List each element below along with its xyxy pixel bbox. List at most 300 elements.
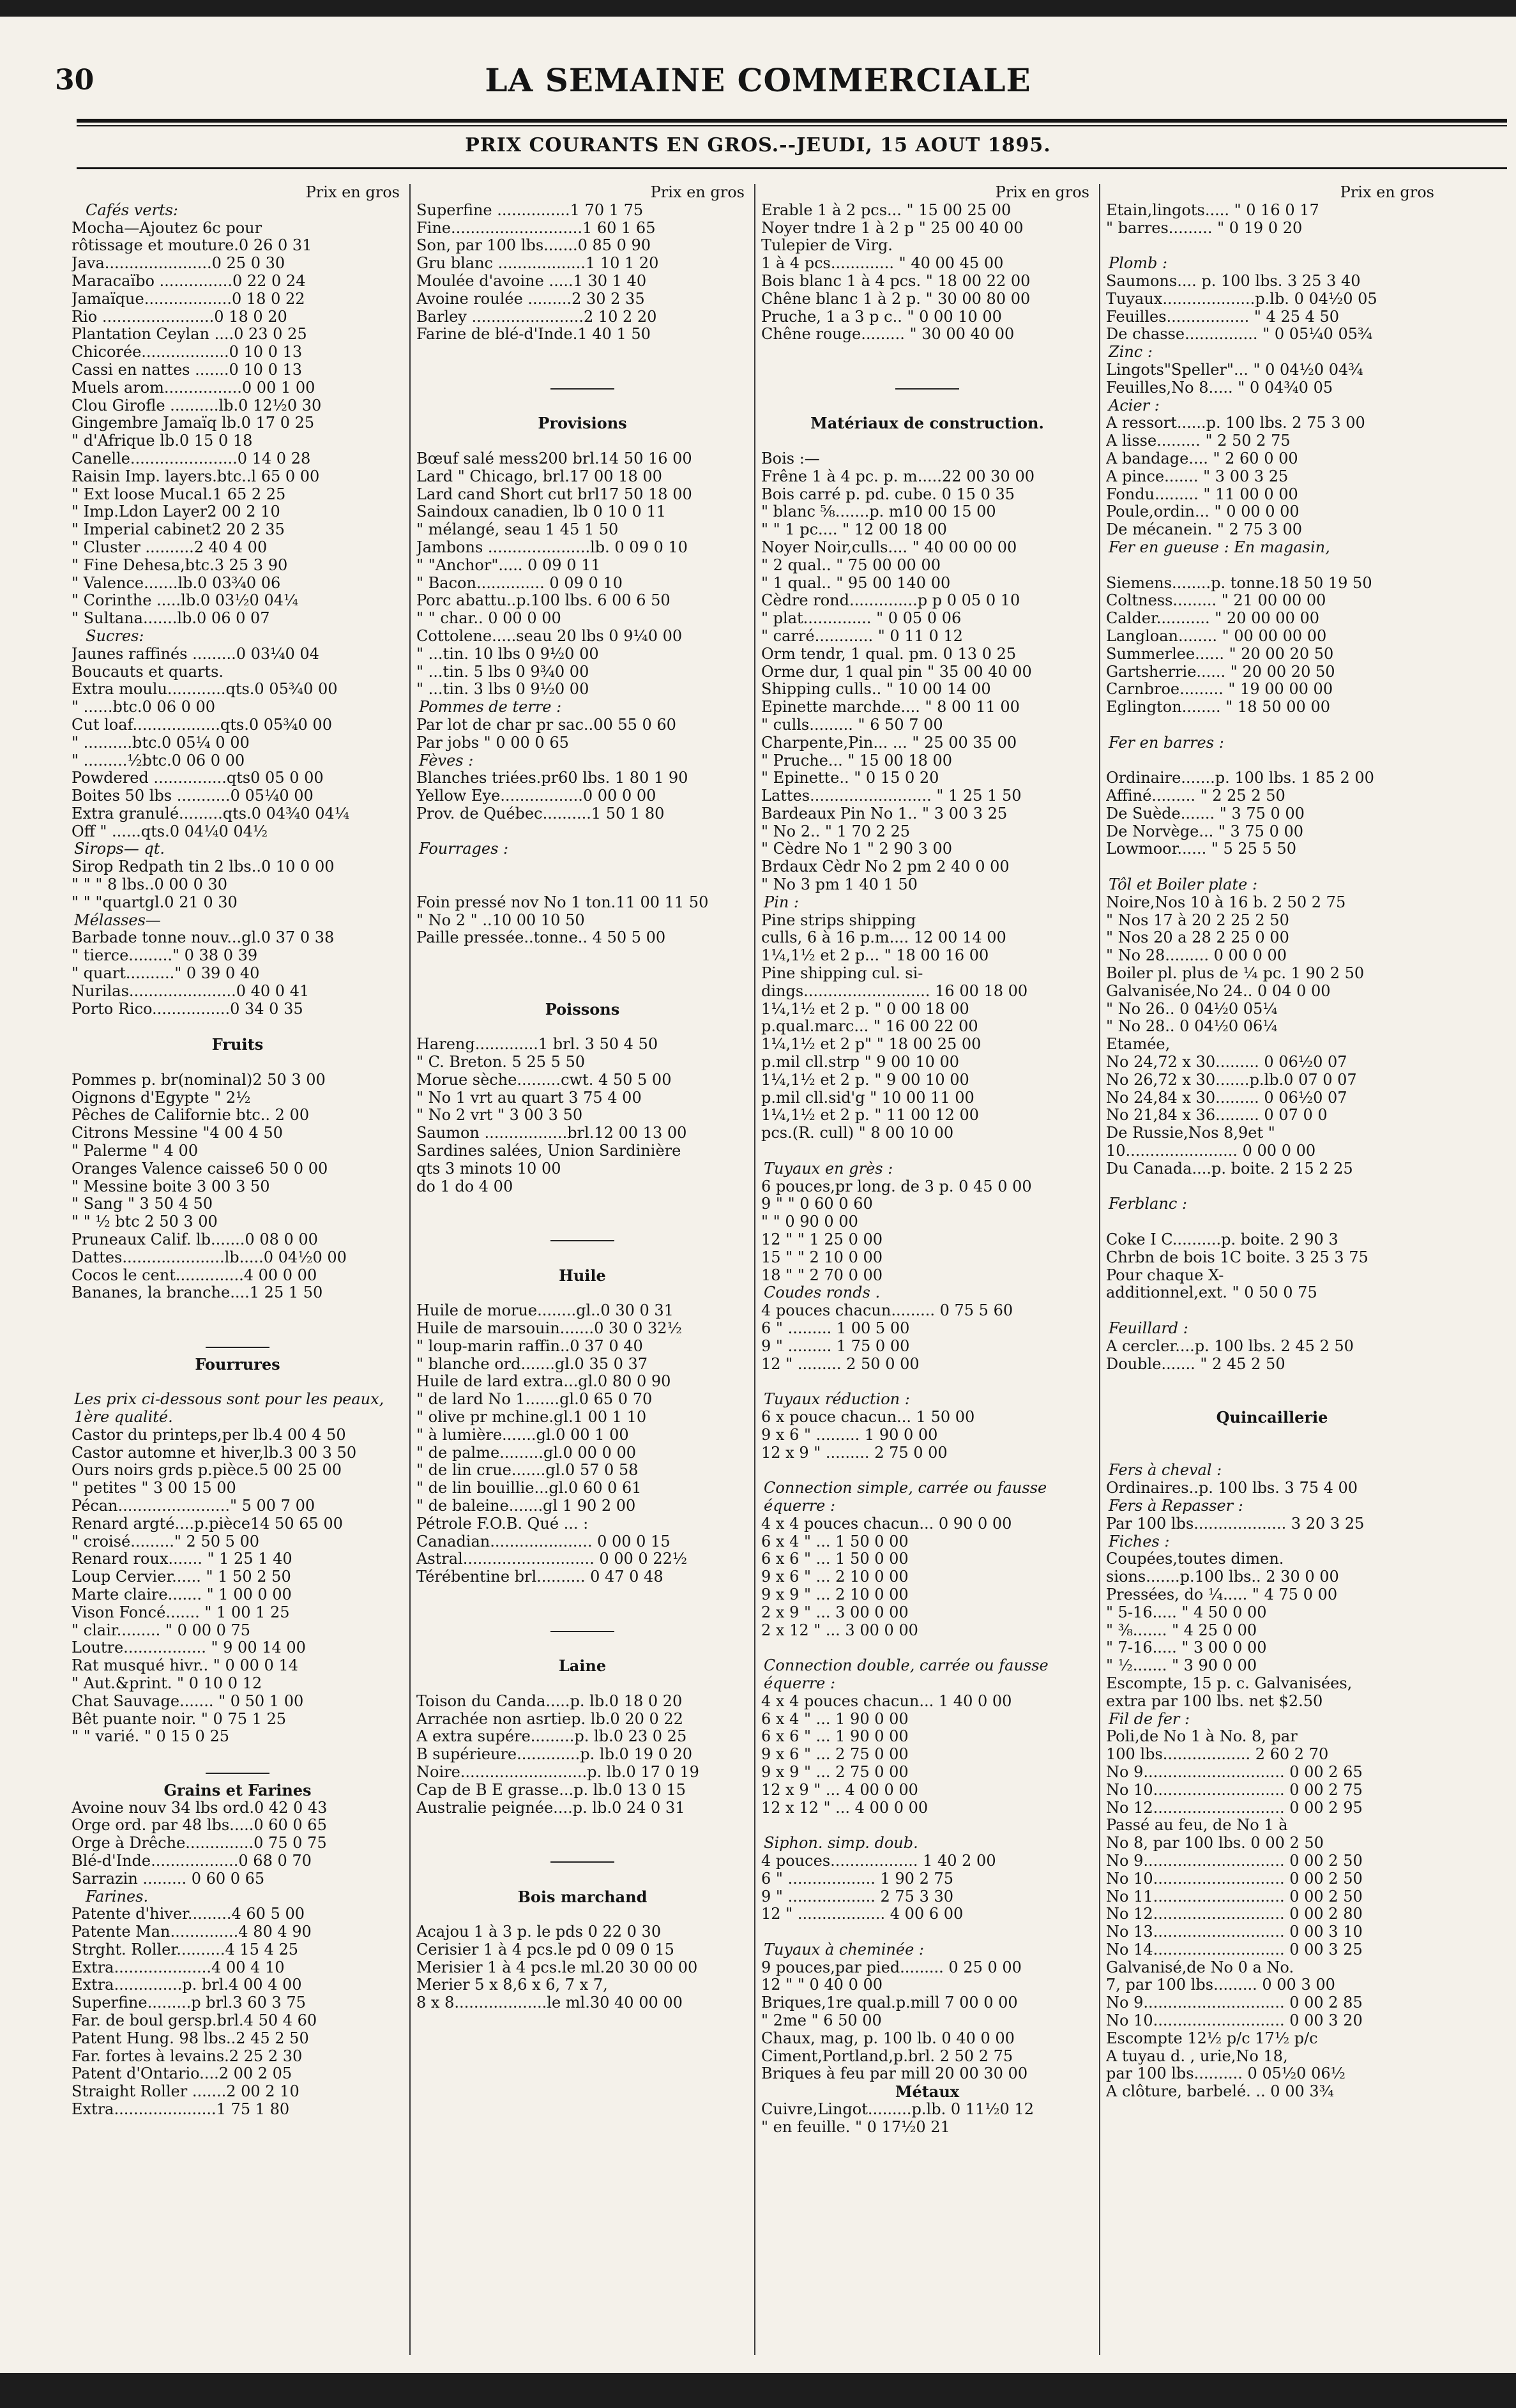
- price-row: Far. de boul gersp.brl.4 50 4 60: [72, 2012, 317, 2030]
- blank-line: [72, 1320, 404, 1338]
- price-row: Lingots"Speller"... " 0 04½0 04¾: [1106, 361, 1363, 379]
- price-row: Frêne 1 à 4 pc. p. m.....22 00 30 00: [761, 467, 1035, 485]
- price-row: Bois carré p. pd. cube. 0 15 0 35: [761, 485, 1015, 503]
- price-row: Pétrole F.O.B. Qué ... :: [416, 1515, 589, 1533]
- price-row: No 10........................... 0 00 2 75: [1106, 1781, 1363, 1799]
- price-row: " ...tin. 3 lbs 0 9½0 00: [416, 681, 589, 699]
- price-row: Pressées, do ¼..... " 4 75 0 00: [1106, 1586, 1338, 1603]
- price-row: Canadian..................... 0 00 0 15: [416, 1533, 671, 1550]
- subsection-label: Zinc :: [1109, 344, 1153, 361]
- price-row: Jambons .....................lb. 0 09 0 10: [416, 538, 688, 556]
- price-row: Rio .......................0 18 0 20: [72, 308, 287, 326]
- section-rule: [416, 379, 748, 397]
- price-row: Java......................0 25 0 30: [72, 255, 285, 273]
- price-row: Yellow Eye.................0 00 0 00: [416, 787, 656, 805]
- price-list-heading: PRIX COURANTS EN GROS.--JEUDI, 15 AOUT 1895.: [465, 134, 1051, 156]
- blank-line: [416, 1639, 748, 1657]
- price-row: No 10........................... 0 00 2 50: [1106, 1870, 1363, 1888]
- price-row: Cottolene.....seau 20 lbs 0 9¼0 00: [416, 627, 683, 645]
- price-row: No 9............................. 0 00 2 50: [1106, 1852, 1363, 1870]
- price-row: " ...tin. 5 lbs 0 9¾0 00: [416, 663, 589, 681]
- price-row: 100 lbs.................. 2 60 2 70: [1106, 1746, 1329, 1764]
- price-row: Bois blanc 1 à 4 pcs. " 18 00 22 00: [761, 272, 1031, 290]
- price-row: " 1 qual.. " 95 00 140 00: [761, 574, 951, 592]
- price-row: Porc abattu..p.100 lbs. 6 00 6 50: [416, 592, 671, 610]
- price-row: Noyer Noir,culls.... " 40 00 00 00: [761, 538, 1017, 556]
- price-row: Chicorée..................0 10 0 13: [72, 344, 303, 361]
- blank-line: [416, 1284, 748, 1302]
- column-price-header: Prix en gros: [1340, 184, 1434, 201]
- price-row: 1¼,1½ et 2 p... " 18 00 16 00: [761, 947, 989, 965]
- price-row: Marte claire....... " 1 00 0 00: [72, 1586, 292, 1603]
- blank-line: [1106, 557, 1438, 575]
- price-row: Prov. de Québec..........1 50 1 80: [416, 805, 665, 822]
- price-row: " tierce........." 0 38 0 39: [72, 947, 258, 965]
- price-row: Sirop Redpath tin 2 lbs..0 10 0 00: [72, 858, 335, 876]
- price-column-2: [416, 184, 748, 2355]
- subsection-label: Fer en gueuse : En magasin,: [1109, 538, 1330, 556]
- price-row: Chat Sauvage....... " 0 50 1 00: [72, 1692, 304, 1710]
- price-row: A bandage.... " 2 60 0 00: [1106, 450, 1298, 467]
- blank-line: [416, 947, 748, 965]
- price-row: " " 0 90 0 00: [761, 1213, 858, 1231]
- price-row: Loutre................. " 9 00 14 00: [72, 1639, 306, 1657]
- price-row: " No 1 vrt au quart 3 75 4 00: [416, 1089, 642, 1107]
- price-row: Barley .......................2 10 2 20: [416, 308, 657, 326]
- price-row: " mélangé, seau 1 45 1 50: [416, 521, 619, 539]
- price-row: Boites 50 lbs ...........0 05¼0 00: [72, 787, 314, 805]
- price-row: A cercler....p. 100 lbs. 2 45 2 50: [1106, 1337, 1354, 1355]
- price-row: Par jobs " 0 00 0 65: [416, 734, 569, 752]
- price-row: Jaunes raffinés .........0 03¼0 04: [72, 645, 319, 663]
- price-row: Lowmoor...... " 5 25 5 50: [1106, 840, 1296, 858]
- blank-line: [1106, 752, 1438, 770]
- blank-line: [1106, 1373, 1438, 1391]
- price-row: " barres......... " 0 19 0 20: [1106, 219, 1303, 237]
- price-row: Maracaïbo ...............0 22 0 24: [72, 272, 306, 290]
- price-row: " "Anchor"..... 0 09 0 11: [416, 556, 601, 574]
- price-row: " de baleine.......gl 1 90 2 00: [416, 1497, 636, 1515]
- price-row: Arrachée non asrtiep. lb.0 20 0 22: [416, 1710, 683, 1728]
- price-row: " de lard No 1.......gl.0 65 0 70: [416, 1391, 653, 1409]
- price-row: " No 26.. 0 04½0 05¼: [1106, 1000, 1278, 1018]
- price-row: Huile de marsouin.......0 30 0 32½: [416, 1320, 682, 1337]
- price-row: A pince....... " 3 00 3 25: [1106, 467, 1289, 485]
- price-row: 9 " .................. 2 75 3 30: [761, 1888, 954, 1905]
- price-row: Noyer tndre 1 à 2 p " 25 00 40 00: [761, 219, 1024, 237]
- price-row: Merier 5 x 8,6 x 6, 7 x 7,: [416, 1976, 608, 1994]
- price-row: Patente d'hiver.........4 60 5 00: [72, 1905, 305, 1923]
- subsection-label: Fèves :: [419, 752, 474, 769]
- subsection-label: Les prix ci-dessous sont pour les peaux,: [74, 1391, 384, 1409]
- price-column-4: [1106, 184, 1438, 2355]
- price-row: " " "quartgl.0 21 0 30: [72, 893, 238, 911]
- bottom-edge-bar: [0, 2373, 1516, 2408]
- price-row: Hareng.............1 brl. 3 50 4 50: [416, 1036, 658, 1054]
- blank-line: [416, 432, 748, 450]
- price-row: Fondu......... " 11 00 0 00: [1106, 485, 1298, 503]
- price-row: 9 " " 0 60 0 60: [761, 1195, 873, 1213]
- price-row: 10....................... 0 00 0 00: [1106, 1142, 1316, 1160]
- price-column-3: [761, 184, 1093, 2355]
- price-row: 18 " " 2 70 0 00: [761, 1266, 883, 1284]
- price-row: A extra supére.........p. lb.0 23 0 25: [416, 1728, 687, 1746]
- section-rule: [72, 1764, 404, 1782]
- price-row: Vison Foncé....... " 1 00 1 25: [72, 1603, 290, 1621]
- blank-line: [416, 1835, 748, 1852]
- column-price-header: Prix en gros: [995, 184, 1089, 201]
- price-row: Acajou 1 à 3 p. le pds 0 22 0 30: [416, 1923, 662, 1941]
- price-row: " ......btc.0 06 0 00: [72, 699, 216, 716]
- column-price-header: Prix en gros: [650, 184, 745, 201]
- price-row: 6 x 6 " ... 1 90 0 00: [761, 1728, 909, 1746]
- price-row: Extra.....................1 75 1 80: [72, 2101, 290, 2119]
- subsection-label: Connection double, carrée ou fausse: [764, 1657, 1049, 1675]
- price-row: Far. fortes à levains.2 25 2 30: [72, 2047, 303, 2065]
- price-row: Siemens........p. tonne.18 50 19 50: [1106, 574, 1372, 592]
- blank-line: [72, 1302, 404, 1320]
- price-row: Pruche, 1 a 3 p c.. " 0 00 10 00: [761, 308, 1002, 326]
- price-row: Coupées,toutes dimen.: [1106, 1550, 1284, 1568]
- blank-line: [416, 1195, 748, 1213]
- price-row: Castor du printeps,per lb.4 00 4 50: [72, 1426, 346, 1444]
- price-row: " 7-16..... " 3 00 0 00: [1106, 1639, 1267, 1657]
- price-row: " Messine boite 3 00 3 50: [72, 1177, 270, 1195]
- price-row: Galvanisé,de No 0 a No.: [1106, 1958, 1294, 1976]
- subsection-label: Farines.: [86, 1888, 149, 1905]
- section-heading: Laine: [558, 1657, 607, 1675]
- blank-line: [416, 1817, 748, 1835]
- price-row: Chaux, mag, p. 100 lb. 0 40 0 00: [761, 2029, 1015, 2047]
- price-row: Gartsherrie...... " 20 00 20 50: [1106, 663, 1335, 681]
- price-row: Straight Roller .......2 00 2 10: [72, 2083, 299, 2101]
- price-row: " Aut.&print. " 0 10 0 12: [72, 1674, 262, 1692]
- price-row: Superfine ...............1 70 1 75: [416, 201, 644, 219]
- price-row: Double....... " 2 45 2 50: [1106, 1355, 1285, 1373]
- price-row: " " 1 pc.... " 12 00 18 00: [761, 521, 947, 539]
- price-row: No 9............................. 0 00 2 65: [1106, 1763, 1363, 1781]
- price-row: Paille pressée..tonne.. 4 50 5 00: [416, 929, 666, 947]
- price-row: 2 x 12 " ... 3 00 0 00: [761, 1621, 918, 1639]
- price-row: " Nos 20 a 28 2 25 0 00: [1106, 929, 1289, 947]
- price-row: No 12........................... 0 00 2 95: [1106, 1799, 1363, 1817]
- price-row: Ordinaire.......p. 100 lbs. 1 85 2 00: [1106, 769, 1374, 787]
- price-row: Poli,de No 1 à No. 8, par: [1106, 1728, 1298, 1746]
- section-heading: Fruits: [211, 1036, 264, 1054]
- price-row: Ours noirs grds p.pièce.5 00 25 00: [72, 1462, 342, 1480]
- subsection-label: Connection simple, carrée ou fausse: [764, 1480, 1047, 1497]
- price-row: Coltness......... " 21 00 00 00: [1106, 592, 1326, 610]
- blank-line: [761, 432, 1093, 450]
- price-row: 9 x 6 " ... 2 10 0 00: [761, 1568, 909, 1586]
- price-row: De chasse............... " 0 05¼0 05¾: [1106, 326, 1373, 344]
- price-row: Canelle......................0 14 0 28: [72, 450, 311, 467]
- blank-line: [416, 1018, 748, 1036]
- price-row: " Epinette.. " 0 15 0 20: [761, 769, 939, 787]
- price-row: extra par 100 lbs. net $2.50: [1106, 1692, 1323, 1710]
- price-row: " plat.............. " 0 05 0 06: [761, 610, 962, 628]
- price-row: Cut loaf..................qts.0 05¾0 00: [72, 716, 332, 734]
- subsection-label: Siphon. simp. doub.: [764, 1835, 918, 1852]
- blank-line: [761, 1462, 1093, 1480]
- subsection-label: Plomb :: [1109, 255, 1168, 273]
- section-rule: [416, 1622, 748, 1640]
- price-row: Clou Girofle ..........lb.0 12½0 30: [72, 397, 322, 414]
- blank-line: [72, 1373, 404, 1391]
- subsection-label: Fers à Repasser :: [1109, 1497, 1243, 1515]
- masthead-title: LA SEMAINE COMMERCIALE: [485, 61, 1031, 99]
- price-row: Off " ......qts.0 04¼0 04½: [72, 822, 268, 840]
- blank-line: [416, 1675, 748, 1693]
- price-row: " ½....... " 3 90 0 00: [1106, 1657, 1257, 1675]
- price-row: " de lin bouillie...gl.0 60 0 61: [416, 1480, 642, 1497]
- price-row: 9 " ......... 1 75 0 00: [761, 1337, 910, 1355]
- price-row: A lisse......... " 2 50 2 75: [1106, 432, 1291, 450]
- subsection-label: Pommes de terre :: [419, 699, 562, 716]
- price-row: " No 2.. " 1 70 2 25: [761, 822, 911, 840]
- price-row: 12 x 9 " ... 4 00 0 00: [761, 1781, 918, 1799]
- subsection-label: Sirops— qt.: [74, 840, 165, 858]
- blank-line: [416, 397, 748, 415]
- price-row: pcs.(R. cull) " 8 00 10 00: [761, 1124, 954, 1142]
- price-row: 2 x 9 " ... 3 00 0 00: [761, 1603, 909, 1621]
- price-row: Summerlee...... " 20 00 20 50: [1106, 645, 1334, 663]
- price-row: Australie peignée....p. lb.0 24 0 31: [416, 1799, 685, 1817]
- price-row: " " ½ btc 2 50 3 00: [72, 1213, 218, 1231]
- subsection-label: Tuyaux en grès :: [764, 1160, 893, 1177]
- subsection-label: équerre :: [764, 1497, 836, 1515]
- price-row: Sarrazin ......... 0 60 0 65: [72, 1870, 265, 1888]
- price-row: Cassi en nattes .......0 10 0 13: [72, 361, 303, 379]
- price-row: Lattes......................... " 1 25 1 50: [761, 787, 1022, 805]
- price-row: rôtissage et mouture.0 26 0 31: [72, 237, 312, 255]
- price-row: Noire,Nos 10 à 16 b. 2 50 2 75: [1106, 893, 1346, 911]
- section-heading: Bois marchand: [517, 1888, 648, 1906]
- price-row: 6 x 6 " ... 1 50 0 00: [761, 1550, 909, 1568]
- price-row: Renard argté....p.pièce14 50 65 00: [72, 1515, 343, 1533]
- price-row: Merisier 1 à 4 pcs.le ml.20 30 00 00: [416, 1958, 698, 1976]
- price-row: " ⅜....... " 4 25 0 00: [1106, 1621, 1257, 1639]
- section-rule: [416, 1852, 748, 1870]
- price-row: 12 x 9 " ......... 2 75 0 00: [761, 1444, 948, 1462]
- column-divider: [409, 184, 411, 2355]
- price-row: Carnbroe......... " 19 00 00 00: [1106, 681, 1333, 699]
- blank-line: [1106, 1391, 1438, 1409]
- price-row: Farine de blé-d'Inde.1 40 1 50: [416, 326, 651, 344]
- price-row: Langloan........ " 00 00 00 00: [1106, 627, 1327, 645]
- price-row: Son, par 100 lbs.......0 85 0 90: [416, 237, 651, 255]
- blank-line: [761, 1923, 1093, 1941]
- blank-line: [416, 876, 748, 894]
- price-row: 4 x 4 pouces chacun... 0 90 0 00: [761, 1515, 1012, 1533]
- blank-line: [1106, 1213, 1438, 1231]
- price-row: Sardines salées, Union Sardinière: [416, 1142, 681, 1160]
- price-row: Passé au feu, de No 1 à: [1106, 1817, 1288, 1835]
- price-row: Affiné......... " 2 25 2 50: [1106, 787, 1285, 805]
- price-row: Oignons d'Egypte " 2½: [72, 1089, 251, 1107]
- price-row: 7, par 100 lbs......... 0 00 3 00: [1106, 1976, 1335, 1994]
- blank-line: [416, 1905, 748, 1923]
- price-row: " de lin crue.......gl.0 57 0 58: [416, 1462, 639, 1480]
- section-heading: Grains et Farines: [163, 1781, 312, 1799]
- blank-line: [416, 983, 748, 1001]
- price-row: 1¼,1½ et 2 p" " 18 00 25 00: [761, 1036, 982, 1054]
- price-row: 15 " " 2 10 0 00: [761, 1248, 883, 1266]
- price-row: " Ext loose Mucal.1 65 2 25: [72, 485, 286, 503]
- price-row: Loup Cervier...... " 1 50 2 50: [72, 1568, 291, 1586]
- price-row: Noire..........................p. lb.0 17 0 19: [416, 1763, 699, 1781]
- price-row: " Sang " 3 50 4 50: [72, 1195, 213, 1213]
- price-row: De mécanein. " 2 75 3 00: [1106, 521, 1303, 539]
- price-row: Feuilles................. " 4 25 4 50: [1106, 308, 1340, 326]
- price-row: 4 x 4 pouces chacun... 1 40 0 00: [761, 1692, 1012, 1710]
- price-row: Superfine.........p brl.3 60 3 75: [72, 1994, 306, 2012]
- price-row: Briques,1re qual.p.mill 7 00 0 00: [761, 1994, 1018, 2012]
- price-row: " Imp.Ldon Layer2 00 2 10: [72, 503, 280, 521]
- price-row: " Fine Dehesa,btc.3 25 3 90: [72, 556, 288, 574]
- price-row: " en feuille. " 0 17½0 21: [761, 2118, 950, 2136]
- price-row: Avoine nouv 34 lbs ord.0 42 0 43: [72, 1799, 328, 1817]
- blank-line: [761, 1817, 1093, 1835]
- price-row: " " varié. " 0 15 0 25: [72, 1728, 229, 1746]
- blank-line: [416, 1249, 748, 1267]
- price-row: Dattes.....................lb.....0 04½0 00: [72, 1248, 347, 1266]
- blank-line: [416, 1213, 748, 1231]
- price-row: Calder........... " 20 00 00 00: [1106, 610, 1320, 628]
- price-row: A clôture, barbelé. .. 0 00 3¾: [1106, 2083, 1334, 2101]
- subsection-label: Coudes ronds .: [764, 1284, 881, 1302]
- subsection-label: 1ère qualité.: [74, 1408, 173, 1426]
- price-row: Feuilles,No 8..... " 0 04¾0 05: [1106, 379, 1333, 397]
- price-row: 12 x 12 " ... 4 00 0 00: [761, 1799, 929, 1817]
- price-row: " Imperial cabinet2 20 2 35: [72, 521, 285, 539]
- subsection-label: Tuyaux réduction :: [764, 1391, 910, 1409]
- price-row: Cerisier 1 à 4 pcs.le pd 0 09 0 15: [416, 1941, 674, 1958]
- price-row: Térébentine brl.......... 0 47 0 48: [416, 1568, 663, 1586]
- price-row: Moulée d'avoine .....1 30 1 40: [416, 272, 647, 290]
- price-row: " clair......... " 0 00 0 75: [72, 1621, 251, 1639]
- subsection-label: Fiches :: [1109, 1533, 1170, 1550]
- price-row: Orme dur, 1 qual pin " 35 00 40 00: [761, 663, 1032, 681]
- price-row: additionnel,ext. " 0 50 0 75: [1106, 1284, 1317, 1302]
- subsection-label: Sucres:: [86, 627, 144, 645]
- blank-line: [761, 1142, 1093, 1160]
- section-heading: Provisions: [538, 414, 627, 433]
- section-heading: Poissons: [545, 1000, 620, 1018]
- price-row: p.mil cll.sid'g " 10 00 11 00: [761, 1089, 974, 1107]
- price-row: Plantation Ceylan ....0 23 0 25: [72, 326, 307, 344]
- price-row: 12 " " 1 25 0 00: [761, 1231, 883, 1249]
- price-row: " .........½btc.0 06 0 00: [72, 752, 245, 769]
- price-row: Tulepier de Virg.: [761, 237, 893, 255]
- price-row: " Nos 17 à 20 2 25 2 50: [1106, 911, 1289, 929]
- blank-line: [416, 858, 748, 876]
- subsection-label: Fourrages :: [419, 840, 509, 858]
- price-row: " Palerme " 4 00: [72, 1142, 199, 1160]
- blank-line: [1106, 237, 1438, 255]
- price-row: Coke I C..........p. boite. 2 90 3: [1106, 1231, 1338, 1249]
- price-row: 6 pouces,pr long. de 3 p. 0 45 0 00: [761, 1177, 1032, 1195]
- subsection-label: équerre :: [764, 1674, 836, 1692]
- section-rule: [761, 379, 1093, 397]
- price-row: No 14........................... 0 00 3 25: [1106, 1941, 1363, 1958]
- price-row: Rat musqué hivr.. " 0 00 0 14: [72, 1657, 298, 1675]
- price-row: 1 à 4 pcs............. " 40 00 45 00: [761, 255, 1004, 273]
- section-heading: Quincaillerie: [1216, 1408, 1328, 1427]
- price-row: " 5-16..... " 4 50 0 00: [1106, 1603, 1267, 1621]
- price-row: 12 " .................. 4 00 6 00: [761, 1905, 964, 1923]
- price-row: Etain,lingots..... " 0 16 0 17: [1106, 201, 1319, 219]
- price-row: 8 x 8...................le ml.30 40 00 00: [416, 1994, 683, 2012]
- price-row: Charpente,Pin... ... " 25 00 35 00: [761, 734, 1017, 752]
- price-row: Briques à feu par mill 20 00 30 00: [761, 2065, 1028, 2083]
- price-row: Chrbn de bois 1C boite. 3 25 3 75: [1106, 1248, 1368, 1266]
- price-row: " No 2 " ..10 00 10 50: [416, 911, 585, 929]
- price-row: Blanches triées.pr60 lbs. 1 80 1 90: [416, 769, 688, 787]
- price-row: A ressort......p. 100 lbs. 2 75 3 00: [1106, 414, 1365, 432]
- blank-line: [416, 965, 748, 983]
- price-row: Patente Man..............4 80 4 90: [72, 1923, 312, 1941]
- price-row: do 1 do 4 00: [416, 1177, 513, 1195]
- subsection-label: Tuyaux à cheminée :: [764, 1941, 925, 1958]
- blank-line: [72, 1054, 404, 1071]
- subsection-label: Ferblanc :: [1109, 1195, 1187, 1213]
- price-row: " blanche ord.......gl.0 35 0 37: [416, 1355, 648, 1373]
- blank-line: [416, 1586, 748, 1604]
- price-row: Bananes, la branche....1 25 1 50: [72, 1284, 323, 1302]
- price-row: De Norvège... " 3 75 0 00: [1106, 822, 1304, 840]
- price-row: Extra moulu............qts.0 05¾0 00: [72, 681, 338, 699]
- price-row: Powdered ...............qts0 05 0 00: [72, 769, 324, 787]
- price-row: " croisé........." 2 50 5 00: [72, 1533, 260, 1550]
- header-rule-thick: [77, 119, 1507, 123]
- price-row: Saumons.... p. 100 lbs. 3 25 3 40: [1106, 272, 1361, 290]
- price-row: 1¼,1½ et 2 p. " 9 00 10 00: [761, 1071, 969, 1089]
- price-row: Lard " Chicago, brl.17 00 18 00: [416, 467, 662, 485]
- top-edge-bar: [0, 0, 1516, 17]
- price-row: Astral........................... 0 00 0 22½: [416, 1550, 688, 1568]
- blank-line: [1106, 1178, 1438, 1196]
- price-row: Huile de morue........gl..0 30 0 31: [416, 1302, 674, 1320]
- price-row: No 10........................... 0 00 3 20: [1106, 2012, 1363, 2030]
- price-row: Cap de B E grasse...p. lb.0 13 0 15: [416, 1781, 686, 1799]
- price-row: Orge ord. par 48 lbs.....0 60 0 65: [72, 1817, 327, 1835]
- price-row: No 24,72 x 30......... 0 06½0 07: [1106, 1054, 1347, 1071]
- price-row: culls, 6 à 16 p.m.... 12 00 14 00: [761, 929, 1006, 947]
- page-number: 30: [55, 64, 95, 96]
- price-row: Oranges Valence caisse6 50 0 00: [72, 1160, 328, 1177]
- price-row: No 26,72 x 30.......p.lb.0 07 0 07: [1106, 1071, 1357, 1089]
- price-row: No 11........................... 0 00 2 50: [1106, 1888, 1363, 1905]
- price-row: Chêne blanc 1 à 2 p. " 30 00 80 00: [761, 290, 1031, 308]
- price-row: " ..........btc.0 05¼ 0 00: [72, 734, 250, 752]
- price-row: De Russie,Nos 8,9et ": [1106, 1124, 1275, 1142]
- column-price-header: Prix en gros: [305, 184, 400, 201]
- price-row: Citrons Messine "4 00 4 50: [72, 1124, 283, 1142]
- price-row: 12 " " 0 40 0 00: [761, 1976, 883, 1994]
- price-row: Raisin Imp. layers.btc..l 65 0 00: [72, 467, 320, 485]
- blank-line: [416, 823, 748, 841]
- price-row: Pommes p. br(nominal)2 50 3 00: [72, 1071, 326, 1089]
- price-row: Patent d'Ontario....2 00 2 05: [72, 2065, 292, 2083]
- subsection-label: Mélasses—: [74, 911, 161, 929]
- price-row: Patent Hung. 98 lbs..2 45 2 50: [72, 2029, 309, 2047]
- price-row: 6 x 4 " ... 1 90 0 00: [761, 1710, 909, 1728]
- price-row: " " char.. 0 00 0 00: [416, 610, 561, 628]
- price-row: 6 x pouce chacun... 1 50 00: [761, 1408, 975, 1426]
- blank-line: [1106, 858, 1438, 876]
- price-row: Porto Rico................0 34 0 35: [72, 1000, 303, 1018]
